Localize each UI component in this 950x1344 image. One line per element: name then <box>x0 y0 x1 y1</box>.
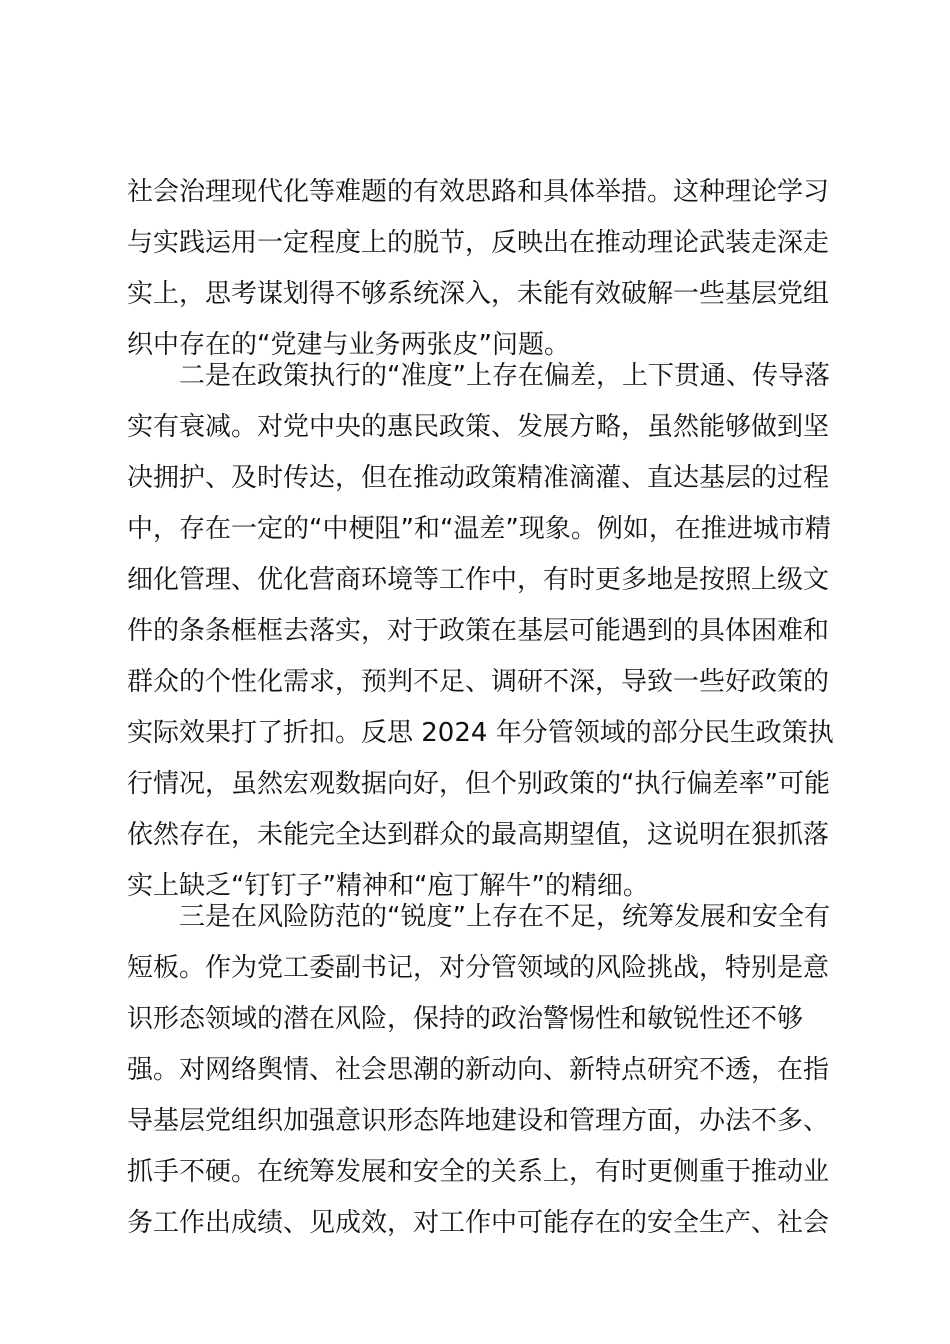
text-line: 识形态领域的潜在风险，保持的政治警惕性和敏锐性还不够 <box>127 1004 804 1034</box>
text-line: 实上缺乏“钉钉子”精神和“庖丁解牛”的精细。 <box>127 871 649 901</box>
text-line: 强。对网络舆情、社会思潮的新动向、新特点研究不透，在指 <box>127 1055 830 1085</box>
text-line: 与实践运用一定程度上的脱节，反映出在推动理论武装走深走 <box>127 228 830 258</box>
paragraph-first-line: 二是在政策执行的“准度”上存在偏差，上下贯通、传导落 <box>179 361 830 391</box>
text-line: 社会治理现代化等难题的有效思路和具体举措。这种理论学习 <box>127 177 830 207</box>
text-line: 抓手不硬。在统筹发展和安全的关系上，有时更侧重于推动业 <box>127 1157 830 1187</box>
paragraph-first-line: 三是在风险防范的“锐度”上存在不足，统筹发展和安全有 <box>179 902 830 932</box>
text-line: 行情况，虽然宏观数据向好，但个别政策的“执行偏差率”可能 <box>127 769 830 799</box>
text-line: 细化管理、优化营商环境等工作中，有时更多地是按照上级文 <box>127 565 830 595</box>
text-line: 织中存在的“党建与业务两张皮”问题。 <box>127 330 570 360</box>
text-line: 实有衰减。对党中央的惠民政策、发展方略，虽然能够做到坚 <box>127 412 830 442</box>
text-line: 导基层党组织加强意识形态阵地建设和管理方面，办法不多、 <box>127 1106 830 1136</box>
text-line: 件的条条框框去落实，对于政策在基层可能遇到的具体困难和 <box>127 616 830 646</box>
text-line: 依然存在，未能完全达到群众的最高期望值，这说明在狠抓落 <box>127 820 830 850</box>
text-line: 短板。作为党工委副书记，对分管领域的风险挑战，特别是意 <box>127 953 830 983</box>
text-line: 群众的个性化需求，预判不足、调研不深，导致一些好政策的 <box>127 667 830 697</box>
text-line: 务工作出成绩、见成效，对工作中可能存在的安全生产、社会 <box>127 1208 830 1238</box>
text-line: 决拥护、及时传达，但在推动政策精准滴灌、直达基层的过程 <box>127 463 830 493</box>
text-line: 实上，思考谋划得不够系统深入，未能有效破解一些基层党组 <box>127 279 830 309</box>
text-line: 中，存在一定的“中梗阻”和“温差”现象。例如，在推进城市精 <box>127 514 831 544</box>
text-line: 实际效果打了折扣。反思 2024 年分管领域的部分民生政策执 <box>127 718 834 748</box>
